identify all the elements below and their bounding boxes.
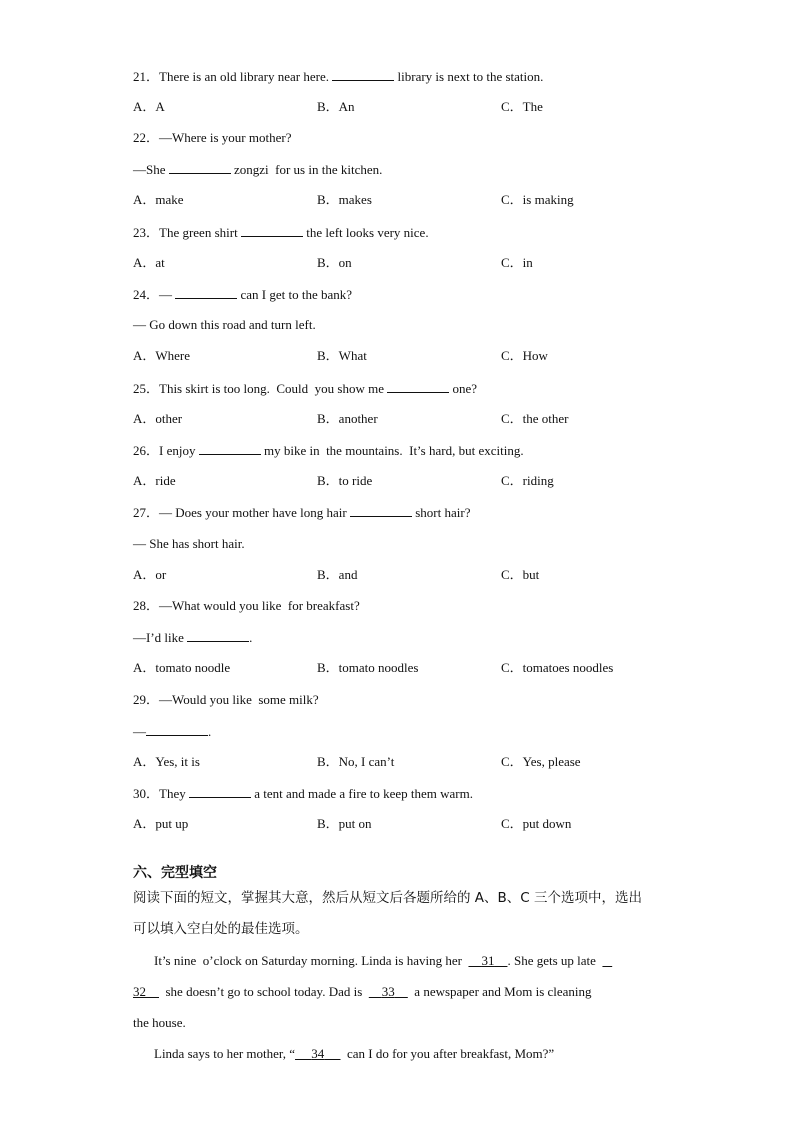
passage-paragraph-1-line2: 32 she doesn’t go to school today. Dad is 33 a newspaper and Mom is cleaning	[133, 984, 592, 999]
question-23-option-c: C．in	[501, 255, 533, 270]
question-27-stem: 27．— Does your mother have long hair short hair?	[133, 505, 471, 520]
question-28-option-c: C．tomatoes noodles	[501, 660, 614, 675]
question-22-line2: —She zongzi for us in the kitchen.	[133, 162, 383, 177]
question-30-option-c: C．put down	[501, 816, 572, 831]
blank-31: 31	[481, 953, 495, 968]
answer-blank	[387, 380, 449, 393]
question-30-option-a: A．put up	[133, 816, 189, 831]
question-23-stem: 23．The green shirt the left looks very nice.	[133, 225, 429, 240]
question-29-option-c: C．Yes, please	[501, 754, 581, 769]
question-22-option-a: A．make	[133, 192, 184, 207]
question-22-option-c: C．is making	[501, 192, 574, 207]
blank-32: 32	[133, 984, 146, 999]
question-23-option-b: B．on	[317, 255, 352, 270]
question-29-line2: — .	[133, 724, 212, 739]
question-23-option-a: A．at	[133, 255, 165, 270]
passage-paragraph-1-line1: It’s nine o’clock on Saturday morning. Linda is having her 31 . She gets up late	[154, 953, 612, 969]
blank-33: 33	[381, 984, 395, 999]
question-28-line2: —I’d like .	[133, 630, 253, 645]
question-24-option-b: B．What	[317, 348, 367, 363]
question-25-option-c: C．the other	[501, 411, 569, 426]
question-27-line2: — She has short hair.	[133, 536, 245, 551]
section-instructions-line1: 阅读下面的短文，掌握其大意，然后从短文后各题所给的 A、B、C 三个选项中，选出	[133, 890, 643, 906]
question-27-option-c: C．but	[501, 567, 540, 582]
question-28-option-b: B．tomato noodles	[317, 660, 419, 675]
question-24-option-c: C．How	[501, 348, 548, 363]
question-26-option-c: C．riding	[501, 473, 554, 488]
question-29-stem: 29．—Would you like some milk?	[133, 692, 319, 707]
blank-34: 34	[311, 1046, 325, 1061]
section-instructions-line2: 可以填入空白处的最佳选项。	[133, 921, 309, 937]
section-heading: 六、完型填空	[133, 865, 217, 881]
question-27-option-a: A．or	[133, 567, 167, 582]
question-30-stem: 30．They a tent and made a fire to keep them warm.	[133, 786, 473, 801]
question-25-option-a: A．other	[133, 411, 183, 426]
question-21-stem: 21．There is an old library near here. library is next to the station.	[133, 69, 544, 84]
question-28-option-a: A．tomato noodle	[133, 660, 231, 675]
answer-blank	[175, 286, 237, 299]
question-25-stem: 25．This skirt is too long. Could you show me one?	[133, 381, 478, 396]
question-21-option-a: A．A	[133, 99, 165, 114]
answer-blank	[241, 224, 303, 237]
question-21-option-c: C．The	[501, 99, 543, 114]
question-25-option-b: B．another	[317, 411, 378, 426]
answer-blank	[350, 504, 412, 517]
question-26-stem: 26．I enjoy my bike in the mountains. It’s hard, but exciting.	[133, 443, 524, 458]
passage-paragraph-1-line3: the house.	[133, 1015, 186, 1030]
blank-32-start	[602, 953, 612, 968]
question-21-option-b: B．An	[317, 99, 355, 114]
answer-blank	[146, 723, 208, 736]
answer-blank	[187, 629, 249, 642]
question-27-option-b: B．and	[317, 567, 358, 582]
question-30-option-b: B．put on	[317, 816, 372, 831]
question-22-option-b: B．makes	[317, 192, 372, 207]
question-28-stem: 28．—What would you like for breakfast?	[133, 598, 360, 613]
question-24-stem: 24．— can I get to the bank?	[133, 287, 353, 302]
answer-blank	[169, 161, 231, 174]
question-24-option-a: A．Where	[133, 348, 191, 363]
question-24-line2: — Go down this road and turn left.	[133, 317, 316, 332]
answer-blank	[199, 442, 261, 455]
question-26-option-a: A．ride	[133, 473, 176, 488]
passage-paragraph-2-line1: Linda says to her mother, “ 34 can I do for you after breakfast, Mom?”	[154, 1046, 555, 1061]
question-26-option-b: B．to ride	[317, 473, 373, 488]
answer-blank	[332, 68, 394, 81]
question-29-option-a: A．Yes, it is	[133, 754, 200, 769]
question-29-option-b: B．No, I can’t	[317, 754, 395, 769]
answer-blank	[189, 785, 251, 798]
question-22-stem: 22．—Where is your mother?	[133, 130, 292, 145]
